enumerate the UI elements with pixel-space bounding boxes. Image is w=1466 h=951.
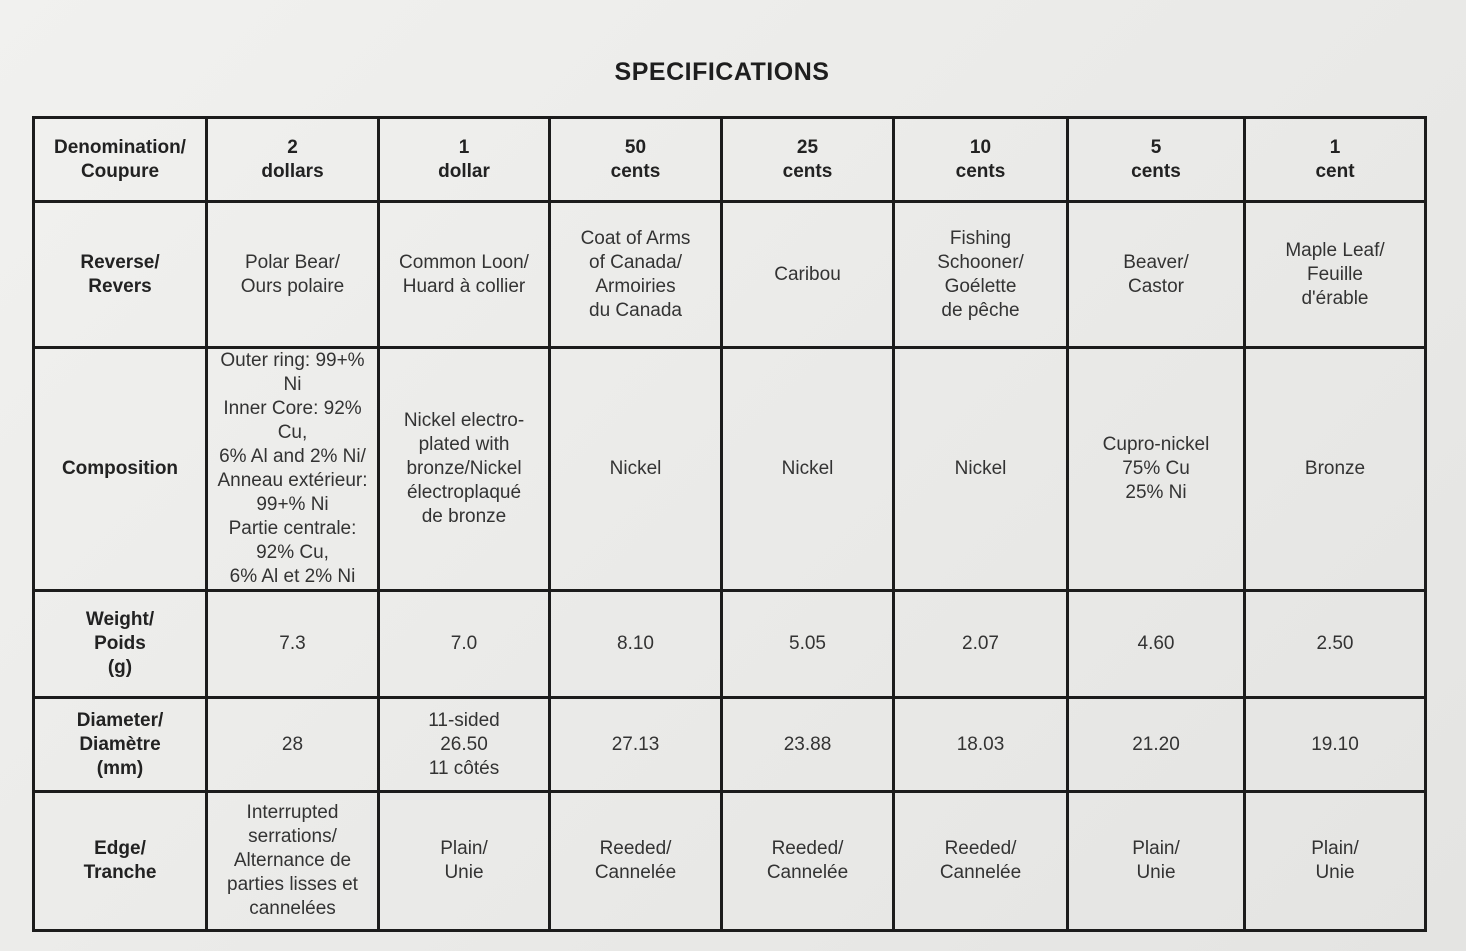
column-header-50-cents: 50 cents — [550, 118, 722, 202]
column-header-1-cent: 1 cent — [1245, 118, 1426, 202]
table-cell: Reeded/ Cannelée — [550, 792, 722, 931]
row-header-edge: Edge/ Tranche — [34, 792, 207, 931]
table-cell: 7.0 — [379, 591, 550, 698]
table-cell: Outer ring: 99+% Ni Inner Core: 92% Cu, 6% Al and 2% Ni/ Anneau extérieur: 99+% Ni Partie centrale: 92% Cu, 6% Al et 2% Ni — [207, 348, 379, 591]
table-cell: 23.88 — [722, 698, 894, 792]
table-cell: Nickel — [894, 348, 1068, 591]
table-cell: Cupro-nickel 75% Cu 25% Ni — [1068, 348, 1245, 591]
table-cell: Nickel — [722, 348, 894, 591]
table-cell: Fishing Schooner/ Goélette de pêche — [894, 202, 1068, 348]
table-row — [34, 698, 1426, 792]
table-cell: Plain/ Unie — [1068, 792, 1245, 931]
row-header-denomination: Denomination/ Coupure — [34, 118, 207, 202]
table-cell: Common Loon/ Huard à collier — [379, 202, 550, 348]
column-header-1-dollar: 1 dollar — [379, 118, 550, 202]
table-cell: 2.50 — [1245, 591, 1426, 698]
table-row — [34, 202, 1426, 348]
specifications-table — [32, 116, 1427, 932]
table-cell: 7.3 — [207, 591, 379, 698]
row-header-diameter: Diameter/ Diamètre (mm) — [34, 698, 207, 792]
table-cell: 11-sided 26.50 11 côtés — [379, 698, 550, 792]
table-cell: Nickel electro- plated with bronze/Nickel électroplaqué de bronze — [379, 348, 550, 591]
column-header-5-cents: 5 cents — [1068, 118, 1245, 202]
row-header-composition: Composition — [34, 348, 207, 591]
table-row — [34, 348, 1426, 591]
table-cell: 8.10 — [550, 591, 722, 698]
table-cell: Reeded/ Cannelée — [894, 792, 1068, 931]
table-row — [34, 792, 1426, 931]
table-cell: Caribou — [722, 202, 894, 348]
row-header-weight: Weight/ Poids (g) — [34, 591, 207, 698]
table-cell: 5.05 — [722, 591, 894, 698]
table-row — [34, 591, 1426, 698]
table-cell: 2.07 — [894, 591, 1068, 698]
column-header-10-cents: 10 cents — [894, 118, 1068, 202]
table-cell: Nickel — [550, 348, 722, 591]
table-header-row — [34, 118, 1426, 202]
table-cell: 27.13 — [550, 698, 722, 792]
column-header-2-dollars: 2 dollars — [207, 118, 379, 202]
table-cell: 4.60 — [1068, 591, 1245, 698]
table-cell: Coat of Arms of Canada/ Armoiries du Canada — [550, 202, 722, 348]
table-cell: Polar Bear/ Ours polaire — [207, 202, 379, 348]
table-cell: Reeded/ Cannelée — [722, 792, 894, 931]
table-cell: Maple Leaf/ Feuille d'érable — [1245, 202, 1426, 348]
table-cell: 28 — [207, 698, 379, 792]
table-cell: 21.20 — [1068, 698, 1245, 792]
table-cell: Bronze — [1245, 348, 1426, 591]
table-cell: Plain/ Unie — [1245, 792, 1426, 931]
table-cell: 18.03 — [894, 698, 1068, 792]
table-cell: Plain/ Unie — [379, 792, 550, 931]
table-cell: Interrupted serrations/ Alternance de parties lisses et cannelées — [207, 792, 379, 931]
column-header-25-cents: 25 cents — [722, 118, 894, 202]
row-header-reverse: Reverse/ Revers — [34, 202, 207, 348]
table-cell: 19.10 — [1245, 698, 1426, 792]
page-title: SPECIFICATIONS — [614, 58, 830, 86]
table-cell: Beaver/ Castor — [1068, 202, 1245, 348]
